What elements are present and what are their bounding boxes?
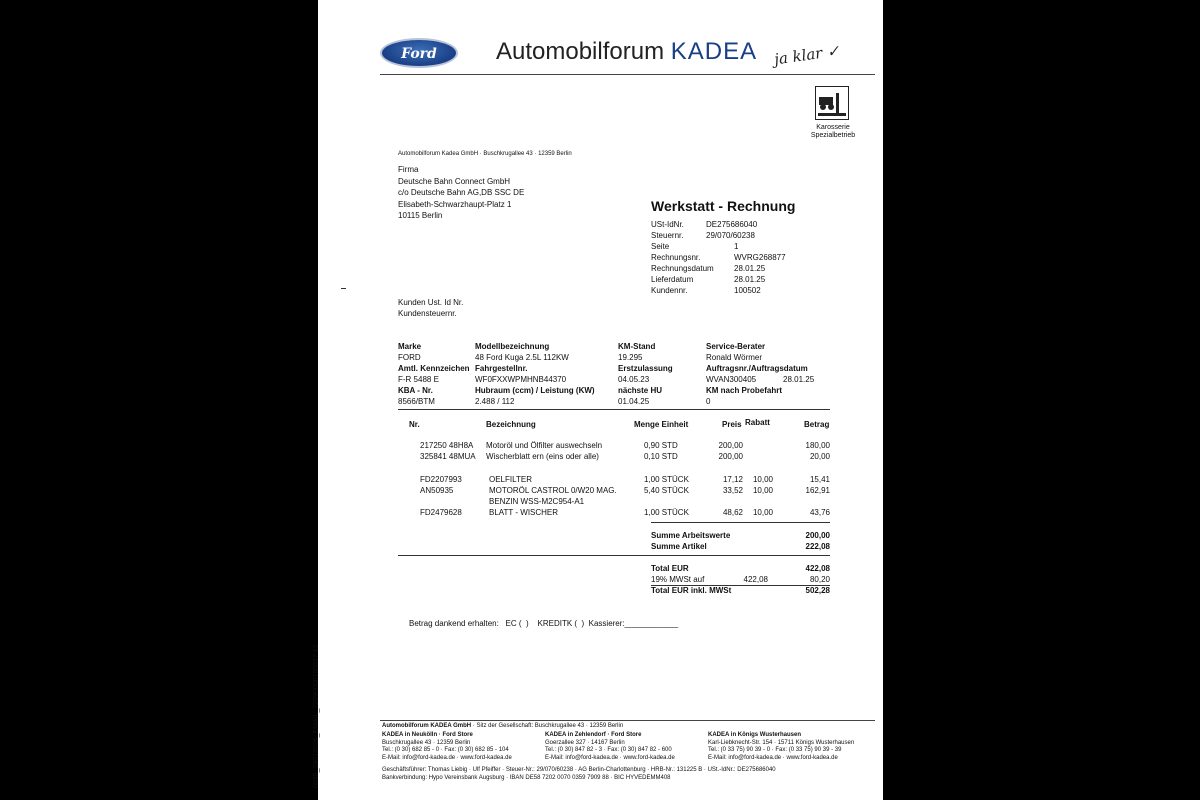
meta-value: 100502: [734, 286, 761, 295]
branch-phone: Tel.: (0 30) 847 82 - 3 · Fax: (0 30) 847 82 - 600: [545, 747, 672, 753]
recipient-line: Deutsche Bahn Connect GmbH: [398, 176, 511, 186]
total-label: Total EUR inkl. MWSt: [651, 586, 732, 595]
cell-menge: 5,40 STÜCK: [644, 486, 689, 495]
footer-company-seat: · Sitz der Gesellschaft: Buschkrugallee 43 · 12359 Berlin: [471, 723, 624, 729]
specialist-label: [788, 124, 878, 140]
cell-preis: 33,52: [722, 486, 743, 495]
col-header-bez: Bezeichnung: [486, 420, 536, 429]
slogan: ja klar ✓: [773, 41, 841, 69]
total-label: Summe Arbeitswerte: [651, 531, 731, 540]
cell-betrag: 20,00: [809, 452, 830, 461]
vehicle-label: nächste HU: [618, 386, 663, 395]
col-header-nr: Nr.: [409, 420, 420, 429]
meta-value: 29/070/60238: [706, 231, 755, 240]
cell-rabatt: 10,00: [752, 486, 773, 495]
branch-address: Buschkrugallee 43 · 12359 Berlin: [382, 739, 471, 746]
vehicle-value: 0: [706, 397, 711, 406]
footer-bank: Bankverbindung: Hypo Vereinsbank Augsburg · IBAN DE58 7202 0070 0359 7909 88 · BIC HYVEDEMM408: [382, 775, 671, 781]
vehicle-label: Service-Berater: [706, 342, 766, 351]
meta-label: Rechnungsdatum: [651, 264, 714, 273]
cell-betrag: 15,41: [809, 475, 830, 484]
cell-preis: 200,00: [718, 452, 743, 461]
car-lift-icon: [815, 86, 849, 120]
vehicle-value: F-R 5488 E: [398, 375, 439, 384]
vehicle-label: Auftragsnr./Auftragsdatum: [706, 364, 808, 373]
cell-preis: 200,00: [718, 441, 743, 450]
invoice-meta: [651, 219, 786, 296]
vehicle-value: FORD: [398, 353, 421, 362]
payment-line: Betrag dankend erhalten: EC ( ) KREDITK ( ) Kassierer:____________: [409, 619, 679, 628]
cell-menge: 1,00 STÜCK: [644, 475, 689, 484]
branch-address: Karl-Liebknecht-Str. 154 · 15711 Königs Wusterhausen: [708, 739, 855, 746]
company-prefix: Automobilforum: [496, 38, 671, 65]
customer-tax-line: Kunden Ust. Id Nr.: [398, 298, 464, 307]
cell-menge: 0,10 STD: [644, 452, 678, 461]
vehicle-label: Modellbezeichnung: [475, 342, 550, 351]
meta-value: WVRG268877: [734, 253, 786, 262]
vehicle-value: 04.05.23: [618, 375, 650, 384]
company-kadea: KADEA: [670, 38, 758, 65]
col-header-preis: Preis: [722, 420, 742, 429]
vehicle-value: 19.295: [618, 353, 643, 362]
archive-code: 0035_28012025_EMAIL_72590000150617 12: [313, 644, 320, 788]
specialist-label-2: Spezialbetrieb: [810, 132, 856, 139]
branch-phone: Tel.: (0 33 75) 90 39 - 0 · Fax: (0 33 75) 90 39 - 39: [708, 747, 842, 753]
header-rule: [380, 74, 875, 75]
meta-value: DE275686040: [706, 220, 758, 229]
branch-title: KADEA in Neukölln · Ford Store: [382, 732, 473, 738]
cell-betrag: 43,76: [809, 508, 830, 517]
total-value: 422,08: [743, 575, 768, 584]
total-label: Summe Artikel: [651, 542, 707, 551]
vehicle-value: WF0FXXWPMHNB44370: [475, 375, 567, 384]
invoice-title: Werkstatt - Rechnung: [651, 198, 796, 214]
vehicle-rule: [398, 409, 830, 410]
col-header-menge: Menge Einheit: [634, 420, 689, 429]
footer-branch: [708, 732, 854, 762]
branch-phone: Tel.: (0 30) 682 85 - 0 · Fax: (0 30) 682 85 - 104: [382, 747, 509, 753]
vehicle-label: Marke: [398, 342, 422, 351]
invoice-page: [313, 0, 883, 800]
meta-label: Seite: [651, 242, 670, 251]
meta-label: Rechnungsnr.: [651, 253, 701, 262]
vehicle-label: KM-Stand: [618, 342, 656, 351]
total-value: 422,08: [805, 564, 830, 573]
vehicle-value: 2.488 / 112: [475, 397, 515, 406]
cell-menge: 0,90 STD: [644, 441, 678, 450]
total-value: 80,20: [809, 575, 830, 584]
vehicle-value: 48 Ford Kuga 2.5L 112KW: [475, 353, 569, 362]
cell-bez: Wischerblatt ern (eins oder alle): [486, 452, 599, 461]
sender-line: Automobilforum Kadea GmbH · Buschkrugallee 43 · 12359 Berlin: [398, 151, 572, 157]
vehicle-label: KBA - Nr.: [398, 386, 433, 395]
vehicle-value: 01.04.25: [618, 397, 650, 406]
cell-preis: 48,62: [722, 508, 743, 517]
vehicle-label: Erstzulassung: [618, 364, 673, 373]
footer-management: Geschäftsführer: Thomas Liebig · Ulf Pfeiffer · Steuer-Nr.: 29/070/60238 · AG Berlin-Charlottenburg · HRB-Nr.: 131225 B · USt.-IdNr.: DE275686040: [382, 767, 776, 773]
vehicle-value: 28.01.25: [783, 375, 815, 384]
footer-rule: [380, 720, 875, 721]
meta-label: USt-IdNr.: [651, 220, 684, 229]
cell-bez: BLATT - WISCHER: [489, 508, 559, 517]
branch-title: KADEA in Zehlendorf · Ford Store: [545, 732, 642, 738]
meta-label: Kundennr.: [651, 286, 688, 295]
branch-email: E-Mail: info@ford-kadea.de · www.ford-kadea.de: [545, 754, 675, 761]
footer-branch: [545, 732, 675, 762]
cell-bez: BENZIN WSS-M2C954-A1: [489, 497, 585, 506]
total-label: Total EUR: [651, 564, 689, 573]
recipient-line: Elisabeth-Schwarzhaupt-Platz 1: [398, 199, 512, 209]
vehicle-value: WVAN300405: [706, 375, 757, 384]
branch-email: E-Mail: info@ford-kadea.de · www.ford-kadea.de: [708, 754, 838, 761]
total-value: 200,00: [805, 531, 830, 540]
cell-rabatt: 10,00: [752, 475, 773, 484]
meta-label: Steuernr.: [651, 231, 684, 240]
fold-mark: [341, 288, 346, 289]
ford-logo-text: Ford: [401, 46, 437, 62]
branch-email: E-Mail: info@ford-kadea.de · www.ford-kadea.de: [382, 754, 512, 761]
specialist-label-1: Karosserie: [816, 124, 850, 131]
vehicle-label: KM nach Probefahrt: [706, 386, 783, 395]
col-header-betrag: Betrag: [804, 420, 830, 429]
total-value: 222,08: [805, 542, 830, 551]
cell-betrag: 162,91: [805, 486, 830, 495]
vehicle-label: Hubraum (ccm) / Leistung (KW): [475, 386, 595, 395]
recipient-address: [398, 164, 524, 222]
vehicle-value: Ronald Wörmer: [706, 353, 763, 362]
cell-nr: 217250 48H8A: [420, 441, 474, 450]
subtotal-rule: [651, 522, 830, 523]
footer-company: [382, 723, 623, 729]
cell-nr: 325841 48MUA: [420, 452, 476, 461]
total-value: 502,28: [805, 586, 830, 595]
company-name: [496, 38, 757, 66]
meta-value: 28.01.25: [734, 275, 766, 284]
vehicle-label: Amtl. Kennzeichen: [398, 364, 470, 373]
customer-tax-line: Kundensteuernr.: [398, 309, 457, 318]
ford-logo: [380, 38, 458, 68]
cell-betrag: 180,00: [805, 441, 830, 450]
cell-nr: FD2207993: [420, 475, 462, 484]
col-header-rabatt: Rabatt: [745, 418, 770, 427]
branch-address: Goerzallee 327 · 14167 Berlin: [545, 739, 625, 746]
recipient-line: 10115 Berlin: [398, 211, 443, 220]
meta-label: Lieferdatum: [651, 275, 694, 284]
cell-nr: AN50935: [420, 486, 454, 495]
cell-bez: OELFILTER: [489, 475, 532, 484]
cell-rabatt: 10,00: [752, 508, 773, 517]
recipient-line: c/o Deutsche Bahn AG,DB SSC DE: [398, 188, 525, 197]
total-label: 19% MWSt auf: [651, 575, 705, 584]
meta-value: 1: [734, 242, 739, 251]
footer-branch: [382, 732, 512, 762]
footer-company-name: Automobilforum KADEA GmbH: [382, 723, 472, 729]
cell-nr: FD2479628: [420, 508, 462, 517]
cell-menge: 1,00 STÜCK: [644, 508, 689, 517]
customer-tax: [398, 297, 463, 319]
vehicle-value: 8566/BTM: [398, 397, 435, 406]
vehicle-label: Fahrgestellnr.: [475, 364, 528, 373]
cell-bez: Motoröl und Ölfilter auswechseln: [486, 441, 603, 450]
cell-preis: 17,12: [722, 475, 743, 484]
recipient-line: Firma: [398, 165, 419, 174]
branch-title: KADEA in Königs Wusterhausen: [708, 732, 802, 738]
cell-bez: MOTORÖL CASTROL 0/W20 MAG.: [489, 486, 617, 495]
totals-rule: [398, 555, 830, 556]
meta-value: 28.01.25: [734, 264, 766, 273]
